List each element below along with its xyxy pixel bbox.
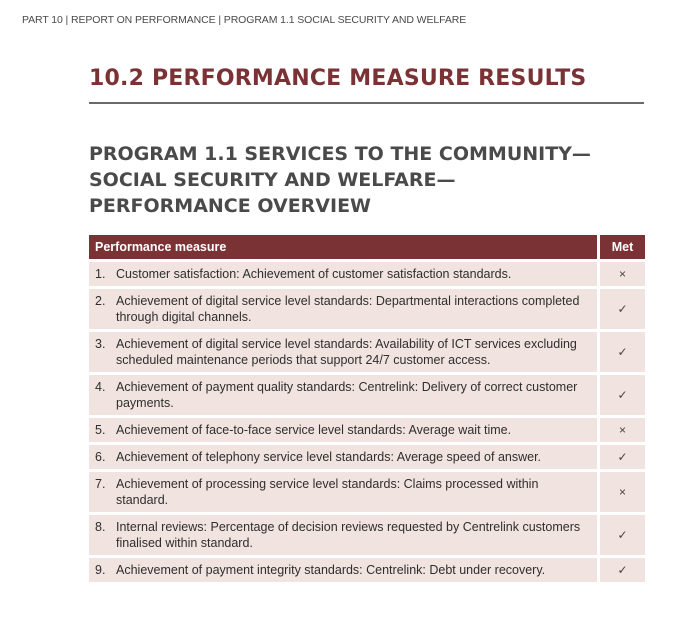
row-measure: Customer satisfaction: Achievement of customer satisfaction standards. — [116, 267, 512, 281]
cross-icon: × — [597, 472, 645, 512]
check-icon: ✓ — [597, 289, 645, 329]
table-row — [89, 289, 645, 329]
check-icon: ✓ — [597, 558, 645, 582]
row-number: 7. — [95, 477, 106, 491]
table-row — [89, 445, 645, 469]
performance-table — [89, 232, 645, 585]
row-measure: Achievement of telephony service level standards: Average speed of answer. — [116, 450, 542, 464]
cross-icon: × — [597, 418, 645, 442]
row-measure: Achievement of digital service level standards: Availability of ICT services excluding scheduled maintenance periods that support 24/7 customer access. — [116, 337, 577, 367]
header-performance-measure: Performance measure — [89, 235, 597, 259]
table-row — [89, 262, 645, 286]
row-number: 4. — [95, 380, 106, 394]
sub-title-line: SOCIAL SECURITY AND WELFARE— — [89, 169, 456, 191]
row-measure: Achievement of payment integrity standards: Centrelink: Debt under recovery. — [116, 563, 546, 577]
sub-title — [89, 141, 649, 219]
row-number: 6. — [95, 450, 106, 464]
check-icon: ✓ — [597, 332, 645, 372]
section-title: 10.2 PERFORMANCE MEASURE RESULTS — [89, 66, 587, 91]
table-row — [89, 515, 645, 555]
row-measure: Achievement of digital service level standards: Departmental interactions completed through digital channels. — [116, 294, 580, 324]
row-number: 5. — [95, 423, 106, 437]
running-head: PART 10 | REPORT ON PERFORMANCE | PROGRAM 1.1 SOCIAL SECURITY AND WELFARE — [22, 14, 467, 26]
row-measure: Achievement of payment quality standards: Centrelink: Delivery of correct customer payments. — [116, 380, 578, 410]
table-row — [89, 418, 645, 442]
sub-title-line: PERFORMANCE OVERVIEW — [89, 195, 372, 217]
header-met: Met — [597, 235, 645, 259]
table-row — [89, 558, 645, 582]
check-icon: ✓ — [597, 445, 645, 469]
table-header-row — [89, 235, 645, 259]
row-number: 2. — [95, 294, 106, 308]
table-row — [89, 332, 645, 372]
row-measure: Achievement of processing service level standards: Claims processed within standard. — [116, 477, 539, 507]
title-divider — [89, 102, 644, 104]
sub-title-line: PROGRAM 1.1 SERVICES TO THE COMMUNITY— — [89, 143, 591, 165]
row-number: 1. — [95, 267, 106, 281]
row-number: 3. — [95, 337, 106, 351]
row-number: 9. — [95, 563, 106, 577]
row-number: 8. — [95, 520, 106, 534]
check-icon: ✓ — [597, 515, 645, 555]
cross-icon: × — [597, 262, 645, 286]
check-icon: ✓ — [597, 375, 645, 415]
row-measure: Achievement of face-to-face service level standards: Average wait time. — [116, 423, 512, 437]
table-row — [89, 472, 645, 512]
table-row — [89, 375, 645, 415]
row-measure: Internal reviews: Percentage of decision reviews requested by Centrelink customers finalised within standard. — [116, 520, 581, 550]
